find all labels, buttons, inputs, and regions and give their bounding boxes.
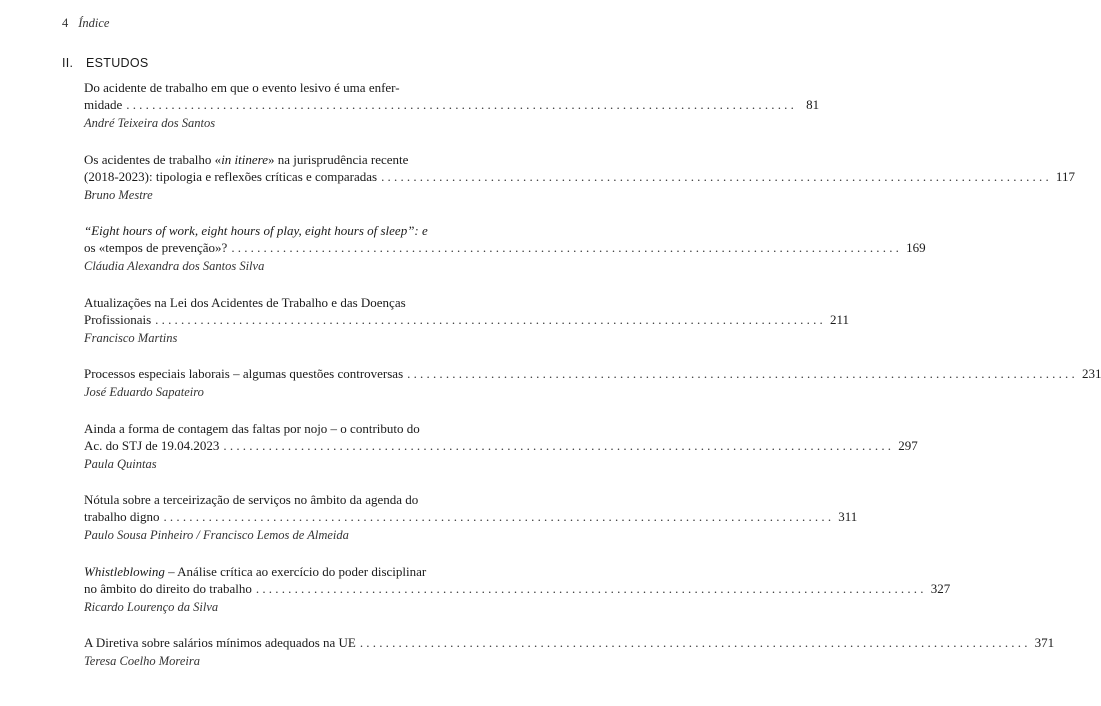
entry-title-lastline xyxy=(84,437,918,454)
entry-title-text: Ac. do STJ de 19.04.2023 xyxy=(84,437,220,453)
page-number: 4 xyxy=(62,16,69,30)
entry-title xyxy=(84,420,918,454)
entry-author: Ricardo Lourenço da Silva xyxy=(84,599,219,614)
leader-dots: ........................................................................................................ xyxy=(223,437,895,453)
entry-title-text: A Diretiva sobre salários mínimos adequados na UE xyxy=(84,635,356,650)
toc-entries xyxy=(84,79,1101,689)
toc-entry[interactable] xyxy=(84,563,951,615)
entry-page-number: 231 xyxy=(1081,366,1101,381)
section-heading xyxy=(62,56,149,70)
section-number: II. xyxy=(62,56,74,70)
entry-title-text: Profissionais xyxy=(84,311,152,327)
entry-author: Cláudia Alexandra dos Santos Silva xyxy=(84,259,265,273)
entry-author: Bruno Mestre xyxy=(84,187,153,202)
toc-entry[interactable] xyxy=(84,222,926,274)
entry-title-text: trabalho digno xyxy=(84,509,160,524)
entry-author: Paulo Sousa Pinheiro / Francisco Lemos de Almeida xyxy=(84,528,349,542)
entry-title-italic: in itinere xyxy=(221,151,269,167)
section-title: ESTUDOS xyxy=(86,56,149,70)
entry-title-line: Atualizações na Lei dos Acidentes de Trabalho e das Doenças xyxy=(84,294,406,310)
entry-page-number: 81 xyxy=(806,97,820,112)
leader-dots: ........................................................................................................ xyxy=(155,311,826,327)
entry-title-text: midade xyxy=(84,97,123,112)
entry-page-number: 211 xyxy=(829,311,850,327)
entry-title xyxy=(84,222,926,256)
entry-title-lastline xyxy=(84,311,850,328)
entry-title-line: “Eight hours of work, eight hours of play, eight hours of sleep”: e xyxy=(84,223,428,238)
leader-dots: ........................................................................................................ xyxy=(381,168,1052,184)
entry-title xyxy=(84,294,850,328)
entry-title-text: – Análise crítica ao exercício do poder disciplinar xyxy=(164,563,427,579)
toc-entry[interactable] xyxy=(84,151,1075,203)
entry-title-line xyxy=(84,563,440,580)
leader-dots: ........................................................................................................ xyxy=(231,240,903,255)
entry-title-lastline xyxy=(84,239,926,256)
running-head-title: Índice xyxy=(78,16,110,30)
toc-entry[interactable] xyxy=(84,491,858,543)
entry-page-number: 297 xyxy=(898,437,918,453)
entry-title-lastline xyxy=(84,365,1101,382)
entry-author: Teresa Coelho Moreira xyxy=(84,654,200,668)
entry-author: Francisco Martins xyxy=(84,330,178,345)
entry-title xyxy=(84,365,1101,382)
entry-title-lastline xyxy=(84,96,820,113)
entry-title-italic: Whistleblowing xyxy=(84,563,165,579)
entry-page-number: 327 xyxy=(930,580,951,596)
entry-title-text: os «tempos de prevenção»? xyxy=(84,240,228,255)
entry-page-number: 311 xyxy=(838,509,858,524)
entry-title-text: Os acidentes de trabalho « xyxy=(84,151,222,167)
entry-title-lastline xyxy=(84,508,858,525)
running-head xyxy=(62,16,109,31)
entry-title-line: Do acidente de trabalho em que o evento lesivo é uma enfer- xyxy=(84,80,400,95)
entry-title-text: » na jurisprudência recente xyxy=(268,151,409,167)
leader-dots: ........................................................................................................ xyxy=(359,635,1031,650)
entry-author: José Eduardo Sapateiro xyxy=(84,385,204,399)
leader-dots: ........................................................................................................ xyxy=(126,97,798,112)
entry-title xyxy=(84,491,858,525)
entry-title xyxy=(84,634,1055,651)
entry-title-line: Ainda a forma de contagem das faltas por nojo – o contributo do xyxy=(84,420,420,436)
entry-title-lastline xyxy=(84,634,1055,651)
entry-title-line: Nótula sobre a terceirização de serviços no âmbito da agenda do xyxy=(84,492,419,507)
leader-dots: ........................................................................................................ xyxy=(407,366,1078,381)
entry-title xyxy=(84,79,820,113)
entry-title-line xyxy=(84,151,440,168)
entry-title xyxy=(84,563,951,597)
entry-title-lastline xyxy=(84,168,1075,185)
entry-author: André Teixeira dos Santos xyxy=(84,116,216,130)
toc-entry[interactable] xyxy=(84,294,850,346)
entry-page-number: 169 xyxy=(906,240,926,255)
leader-dots: ........................................................................................................ xyxy=(255,580,927,596)
toc-entry[interactable] xyxy=(84,634,1055,669)
entry-author: Paula Quintas xyxy=(84,456,157,471)
entry-title xyxy=(84,151,1075,185)
leader-dots: ........................................................................................................ xyxy=(163,509,835,524)
toc-entry[interactable] xyxy=(84,365,1101,400)
entry-title-text: no âmbito do direito do trabalho xyxy=(84,580,252,596)
entry-page-number: 371 xyxy=(1034,635,1055,650)
entry-title-text: Processos especiais laborais – algumas questões controversas xyxy=(84,366,404,381)
entry-title-text: (2018-2023): tipologia e reflexões críticas e comparadas xyxy=(84,168,378,184)
entry-title-lastline xyxy=(84,580,951,597)
entry-page-number: 117 xyxy=(1055,168,1075,184)
toc-entry[interactable] xyxy=(84,79,820,131)
toc-entry[interactable] xyxy=(84,420,918,472)
